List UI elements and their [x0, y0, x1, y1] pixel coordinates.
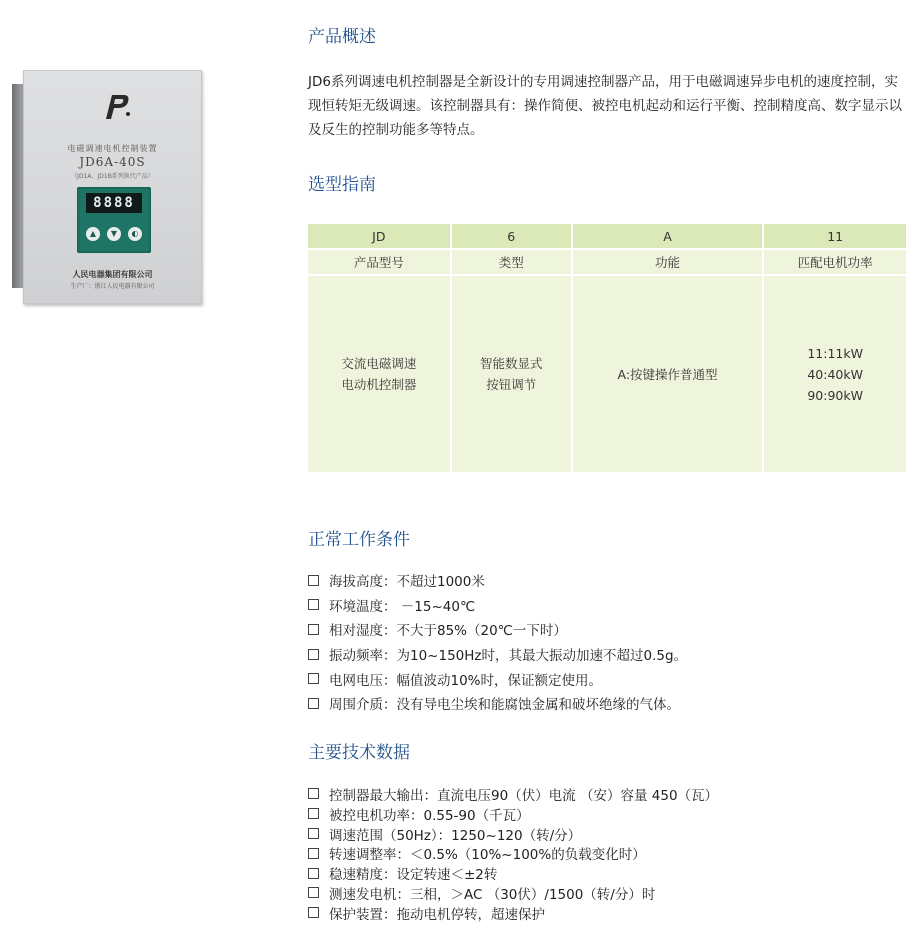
- checkbox-icon: [308, 788, 319, 799]
- list-item: [308, 863, 718, 883]
- set-button-icon: ◐: [128, 227, 142, 241]
- item-text: 电网电压：幅值波动10%时，保证额定使用。: [329, 672, 603, 689]
- item-text: 振动频率：为10~150Hz时，其最大振动加速不超过0.5g。: [329, 648, 688, 665]
- checkbox-icon: [308, 907, 319, 918]
- checkbox-icon: [308, 887, 319, 898]
- checkbox-icon: [308, 698, 319, 709]
- item-text: 保护装置：拖动电机停转，超速保护: [329, 906, 545, 923]
- cell-line: 40:40kW: [807, 366, 863, 382]
- item-text: 调速范围（50Hz）：1250~120（转/分）: [329, 827, 582, 844]
- conditions-heading: 正常工作条件: [308, 530, 410, 550]
- list-item: [308, 784, 718, 804]
- led-display: 8888: [86, 193, 142, 213]
- item-text: 控制器最大输出：直流电压90（伏）电流 （安）容量 450（瓦）: [329, 787, 719, 804]
- code-cell: A: [572, 224, 764, 249]
- cell-line: 90:90kW: [807, 387, 863, 403]
- checkbox-icon: [308, 808, 319, 819]
- tech-heading: 主要技术数据: [308, 743, 410, 763]
- item-text: 周围介质：没有导电尘埃和能腐蚀金属和破坏绝缘的气体。: [329, 697, 680, 714]
- device-brand: 人民电器集团有限公司: [72, 270, 153, 279]
- checkbox-icon: [308, 575, 319, 586]
- overview-text: JD6系列调速电机控制器是全新设计的专用调速控制器产品，用于电磁调速异步电机的速度控制，实现恒转矩无级调速。该控制器具有：操作简便、被控电机起动和运行平衡、控制精度高、数字显示以及反生的控制功能多等特点。: [308, 74, 902, 138]
- table-code-row: [308, 224, 906, 249]
- body-cell-function: [572, 275, 764, 472]
- checkbox-icon: [308, 848, 319, 859]
- checkbox-icon: [308, 868, 319, 879]
- item-text: 转速调整率：＜0.5%（10%~100%的负载变化时）: [329, 847, 646, 864]
- cell-line: 交流电磁调速: [341, 356, 417, 371]
- selection-heading: 选型指南: [308, 175, 376, 195]
- item-text: 测速发电机：三相，＞AC （30伏）/1500（转/分）时: [329, 886, 656, 903]
- body-cell-type: [451, 275, 572, 472]
- list-item: [308, 568, 687, 593]
- cell-line: 按钮调节: [486, 377, 537, 392]
- people-logo-icon: [102, 91, 132, 121]
- cell-line: 电动机控制器: [341, 377, 417, 392]
- list-item: [308, 824, 718, 844]
- conditions-list: [308, 568, 687, 716]
- selection-table: [308, 224, 906, 472]
- device-body: [23, 70, 202, 304]
- item-text: 相对湿度：不大于85%（20℃一下时）: [329, 623, 567, 640]
- list-item: [308, 691, 687, 716]
- body-cell-power: [763, 275, 906, 472]
- list-item: [308, 666, 687, 691]
- control-panel: [77, 187, 151, 253]
- code-cell: JD: [308, 224, 451, 249]
- list-item: [308, 617, 687, 642]
- item-text: 稳速精度：设定转速＜±2转: [329, 867, 498, 884]
- list-item: [308, 843, 718, 863]
- checkbox-icon: [308, 624, 319, 635]
- header-cell: 功能: [572, 249, 764, 275]
- header-cell: 产品型号: [308, 249, 451, 275]
- device-title: 电磁调速电机控制装置: [67, 144, 158, 153]
- device-maker: 生产厂：浙江人民电器有限公司: [70, 283, 155, 290]
- device-model: JD6A-40S: [79, 155, 146, 169]
- list-item: [308, 903, 718, 923]
- table-body-row: [308, 275, 906, 472]
- list-item: [308, 593, 687, 618]
- product-image: [12, 70, 202, 302]
- header-cell: 匹配电机功率: [763, 249, 906, 275]
- list-item: [308, 642, 687, 667]
- checkbox-icon: [308, 599, 319, 610]
- overview-heading: 产品概述: [308, 27, 376, 47]
- checkbox-icon: [308, 649, 319, 660]
- checkbox-icon: [308, 828, 319, 839]
- code-cell: 6: [451, 224, 572, 249]
- body-cell-model: [308, 275, 451, 472]
- header-cell: 类型: [451, 249, 572, 275]
- item-text: 环境温度： －15~40℃: [329, 598, 476, 615]
- table-header-row: [308, 249, 906, 275]
- down-arrow-icon: ▼: [107, 227, 121, 241]
- list-item: [308, 804, 718, 824]
- cell-line: 11:11kW: [807, 345, 863, 361]
- code-cell: 11: [763, 224, 906, 249]
- list-item: [308, 883, 718, 903]
- item-text: 海拔高度：不超过1000米: [329, 574, 485, 591]
- device-subtitle: （JD1A、JD1B系列换代产品）: [71, 173, 154, 180]
- cell-line: 智能数显式: [479, 356, 543, 371]
- up-arrow-icon: ▲: [86, 227, 100, 241]
- checkbox-icon: [308, 673, 319, 684]
- item-text: 被控电机功率：0.55-90（千瓦）: [329, 807, 530, 824]
- tech-list: [308, 784, 718, 923]
- cell-line: A:按键操作普通型: [617, 366, 718, 382]
